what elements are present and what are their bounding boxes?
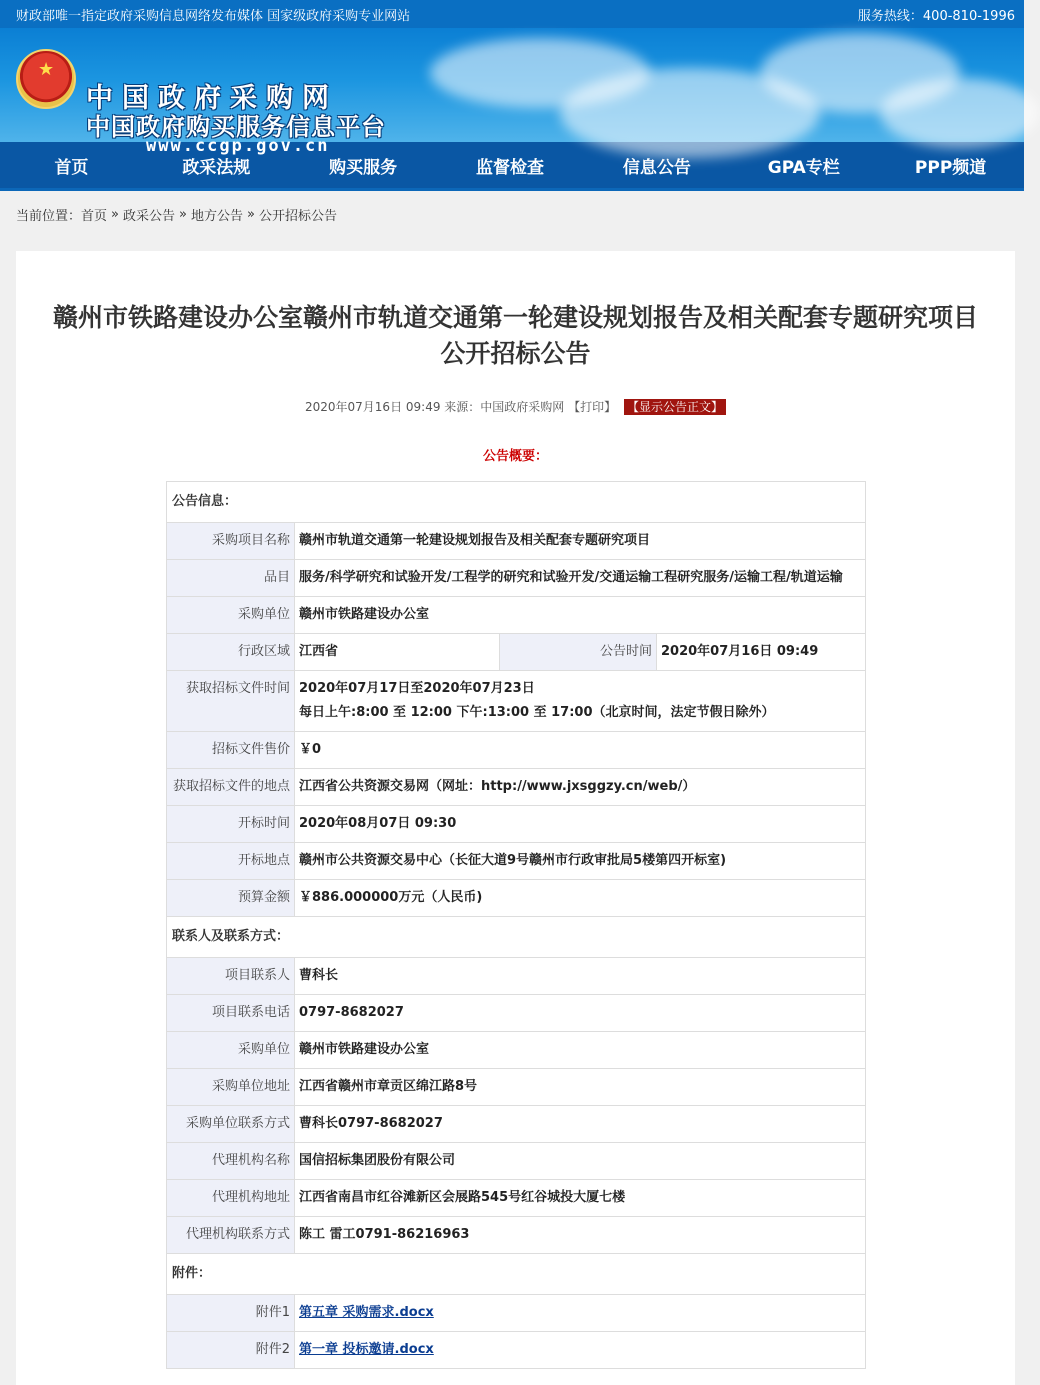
- table-row: [167, 880, 866, 917]
- row-label: 公告时间: [500, 634, 657, 671]
- article-title: 赣州市铁路建设办公室赣州市轨道交通第一轮建设规划报告及相关配套专题研究项目公开招标公告: [52, 303, 978, 368]
- table-row: [167, 1106, 866, 1143]
- contact-phone-value: 0797-8682027: [295, 995, 866, 1032]
- table-row: [167, 958, 866, 995]
- row-label: 采购单位: [167, 597, 295, 634]
- table-row: [167, 806, 866, 843]
- agency-address-value: 江西省南昌市红谷滩新区会展路545号红谷城投大厦七楼: [295, 1180, 866, 1217]
- row-label: 采购单位: [167, 1032, 295, 1069]
- region-value: 江西省: [295, 634, 500, 671]
- breadcrumb-open-tender[interactable]: 公开招标公告: [258, 208, 337, 224]
- nav-supervision[interactable]: 监督检查: [476, 157, 545, 178]
- site-banner: [0, 28, 1024, 156]
- open-place-value: 赣州市公共资源交易中心（长征大道9号赣州市行政审批局5楼第四开标室): [295, 843, 866, 880]
- row-label: 代理机构联系方式: [167, 1217, 295, 1254]
- category-value: 服务/科学研究和试验开发/工程学的研究和试验开发/交通运输工程研究服务/运输工程/轨道运输: [295, 560, 866, 597]
- breadcrumb-prefix: 当前位置：: [16, 208, 82, 224]
- row-label: 招标文件售价: [167, 732, 295, 769]
- row-label: 开标地点: [167, 843, 295, 880]
- row-label: 采购单位地址: [167, 1069, 295, 1106]
- print-link[interactable]: 【打印】: [568, 400, 617, 414]
- section-contact-info: 联系人及联系方式：: [167, 917, 866, 958]
- top-info-bar: [0, 0, 1024, 28]
- publish-time: 2020年07月16日 09:49: [304, 400, 441, 414]
- row-label: 获取招标文件的地点: [167, 769, 295, 806]
- table-row: [167, 1217, 866, 1254]
- row-label: 项目联系电话: [167, 995, 295, 1032]
- table-row: [167, 1069, 866, 1106]
- site-logo-url[interactable]: www.ccgp.gov.cn: [146, 136, 330, 156]
- breadcrumb-local-notices[interactable]: 地方公告: [190, 208, 243, 224]
- doc-price-value: ￥0: [295, 732, 866, 769]
- table-row: [167, 671, 866, 732]
- site-slogan: 财政部唯一指定政府采购信息网络发布媒体 国家级政府采购专业网站: [16, 8, 411, 24]
- table-row: [167, 1295, 866, 1332]
- agency-contact-value: 陈工 雷工0791-86216963: [295, 1217, 866, 1254]
- row-label: 获取招标文件时间: [167, 671, 295, 732]
- nav-announcements[interactable]: 信息公告: [622, 157, 691, 178]
- table-row: [167, 1180, 866, 1217]
- publish-time-value: 2020年07月16日 09:49: [657, 634, 866, 671]
- table-row: [167, 560, 866, 597]
- agency-name-value: 国信招标集团股份有限公司: [295, 1143, 866, 1180]
- purchaser-address-value: 江西省赣州市章贡区绵江路8号: [295, 1069, 866, 1106]
- breadcrumb-separator: »: [179, 206, 187, 222]
- doc-time-range: 2020年07月17日至2020年07月23日: [299, 681, 535, 696]
- breadcrumb-separator: »: [111, 206, 119, 222]
- table-row: [167, 597, 866, 634]
- table-row: [167, 732, 866, 769]
- table-row: [167, 1032, 866, 1069]
- row-label: 附件1: [167, 1295, 295, 1332]
- row-label: 代理机构名称: [167, 1143, 295, 1180]
- row-label: 采购单位联系方式: [167, 1106, 295, 1143]
- article-source: 来源：中国政府采购网: [444, 400, 565, 414]
- site-logo-title[interactable]: 中国政府采购网: [86, 83, 338, 114]
- row-label: 项目联系人: [167, 958, 295, 995]
- row-label: 品目: [167, 560, 295, 597]
- doc-place-value: 江西省公共资源交易网（网址：http://www.jxsggzy.cn/web/）: [295, 769, 866, 806]
- attachment-link-1[interactable]: 第五章 采购需求.docx: [299, 1305, 434, 1320]
- row-label: 行政区域: [167, 634, 295, 671]
- purchaser-value: 赣州市铁路建设办公室: [295, 597, 866, 634]
- open-time-value: 2020年08月07日 09:30: [295, 806, 866, 843]
- table-row: [167, 1143, 866, 1180]
- breadcrumb-home[interactable]: 首页: [81, 208, 108, 224]
- nav-ppp[interactable]: PPP频道: [914, 157, 987, 178]
- service-hotline: 服务热线：400-810-1996: [857, 8, 1015, 24]
- section-attachments: 附件：: [167, 1254, 866, 1295]
- attachment-cell: [295, 1332, 866, 1369]
- site-logo-subtitle[interactable]: 中国政府购买服务信息平台: [86, 113, 386, 141]
- national-emblem-icon[interactable]: ★: [16, 49, 76, 109]
- notice-summary-table: [166, 481, 866, 1369]
- article-panel: [16, 251, 1015, 1385]
- table-row: [167, 634, 866, 671]
- contact-person-value: 曹科长: [295, 958, 866, 995]
- table-row: [167, 769, 866, 806]
- section-notice-info: 公告信息：: [167, 482, 866, 523]
- breadcrumb-gov-notices[interactable]: 政采公告: [123, 208, 176, 224]
- project-name-value: 赣州市轨道交通第一轮建设规划报告及相关配套专题研究项目: [295, 523, 866, 560]
- nav-gpa[interactable]: GPA专栏: [767, 157, 840, 178]
- purchaser-unit-value: 赣州市铁路建设办公室: [295, 1032, 866, 1069]
- table-row: [167, 843, 866, 880]
- table-row: [167, 1332, 866, 1369]
- nav-home[interactable]: 首页: [54, 157, 89, 178]
- show-notice-button[interactable]: 【显示公告正文】: [624, 399, 726, 415]
- row-label: 采购项目名称: [167, 523, 295, 560]
- nav-purchase-services[interactable]: 购买服务: [329, 157, 398, 178]
- row-label: 代理机构地址: [167, 1180, 295, 1217]
- nav-regulations[interactable]: 政采法规: [182, 157, 251, 178]
- article-meta: [16, 398, 1015, 415]
- doc-time-hours: 每日上午:8:00 至 12:00 下午:13:00 至 17:00（北京时间，法定节假日除外）: [299, 705, 775, 720]
- attachment-link-2[interactable]: 第一章 投标邀请.docx: [299, 1342, 434, 1357]
- budget-value: ￥886.000000万元（人民币): [295, 880, 866, 917]
- table-row: [167, 523, 866, 560]
- attachment-cell: [295, 1295, 866, 1332]
- purchaser-contact-value: 曹科长0797-8682027: [295, 1106, 866, 1143]
- row-label: 预算金额: [167, 880, 295, 917]
- row-label: 开标时间: [167, 806, 295, 843]
- summary-heading: 公告概要：: [482, 449, 548, 464]
- row-label: 附件2: [167, 1332, 295, 1369]
- doc-time-value: [295, 671, 866, 732]
- breadcrumb-separator: »: [247, 206, 255, 222]
- table-row: [167, 995, 866, 1032]
- breadcrumb: [0, 191, 1024, 237]
